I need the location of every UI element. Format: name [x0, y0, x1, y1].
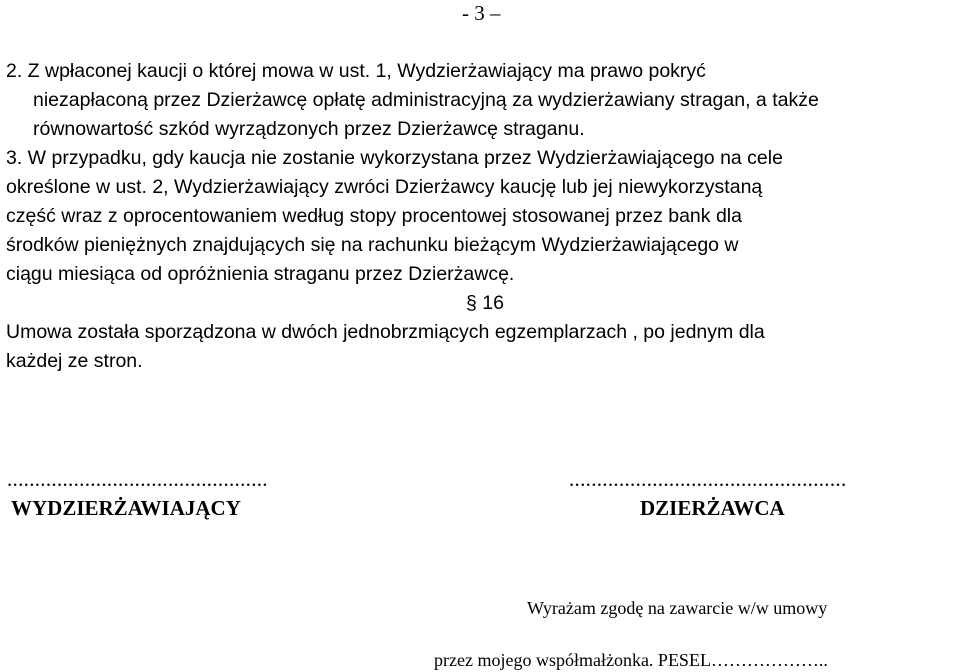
- paragraph-2-line-2: niezapłaconą przez Dzierżawcę opłatę administracyjną za wydzierżawiany stragan, a także: [33, 89, 819, 111]
- consent-line-2: przez mojego współmałżonka. PESEL………………..: [434, 650, 828, 670]
- paragraph-2-line-3: równowartość szkód wyrządzonych przez Dzierżawcę straganu.: [33, 118, 585, 140]
- left-signature-label: WYDZIERŻAWIAJĄCY: [11, 496, 241, 520]
- section-16-line-2: każdej ze stron.: [6, 350, 143, 372]
- paragraph-3-line-5: ciągu miesiąca od opróżnienia straganu przez Dzierżawcę.: [6, 263, 515, 285]
- page-number: - 3 –: [462, 1, 501, 25]
- consent-line-1: Wyrażam zgodę na zawarcie w/w umowy: [527, 598, 828, 618]
- left-signature-line: ...............................................: [7, 467, 268, 491]
- section-16-heading: § 16: [466, 292, 504, 314]
- paragraph-2-line-1: 2. Z wpłaconej kaucji o której mowa w ust. 1, Wydzierżawiający ma prawo pokryć: [6, 60, 706, 82]
- paragraph-3-line-1: 3. W przypadku, gdy kaucja nie zostanie wykorzystana przez Wydzierżawiającego na cele: [6, 147, 783, 169]
- right-signature-label: DZIERŻAWCA: [640, 496, 785, 520]
- paragraph-3-line-3: część wraz z oprocentowaniem według stopy procentowej stosowanej przez bank dla: [6, 205, 742, 227]
- section-16-line-1: Umowa została sporządzona w dwóch jednobrzmiących egzemplarzach , po jednym dla: [6, 321, 765, 343]
- right-signature-line: ..................................................: [569, 467, 847, 491]
- paragraph-3-line-4: środków pieniężnych znajdujących się na rachunku bieżącym Wydzierżawiającego w: [6, 234, 739, 256]
- paragraph-3-line-2: określone w ust. 2, Wydzierżawiający zwróci Dzierżawcy kaucję lub jej niewykorzystaną: [6, 176, 763, 198]
